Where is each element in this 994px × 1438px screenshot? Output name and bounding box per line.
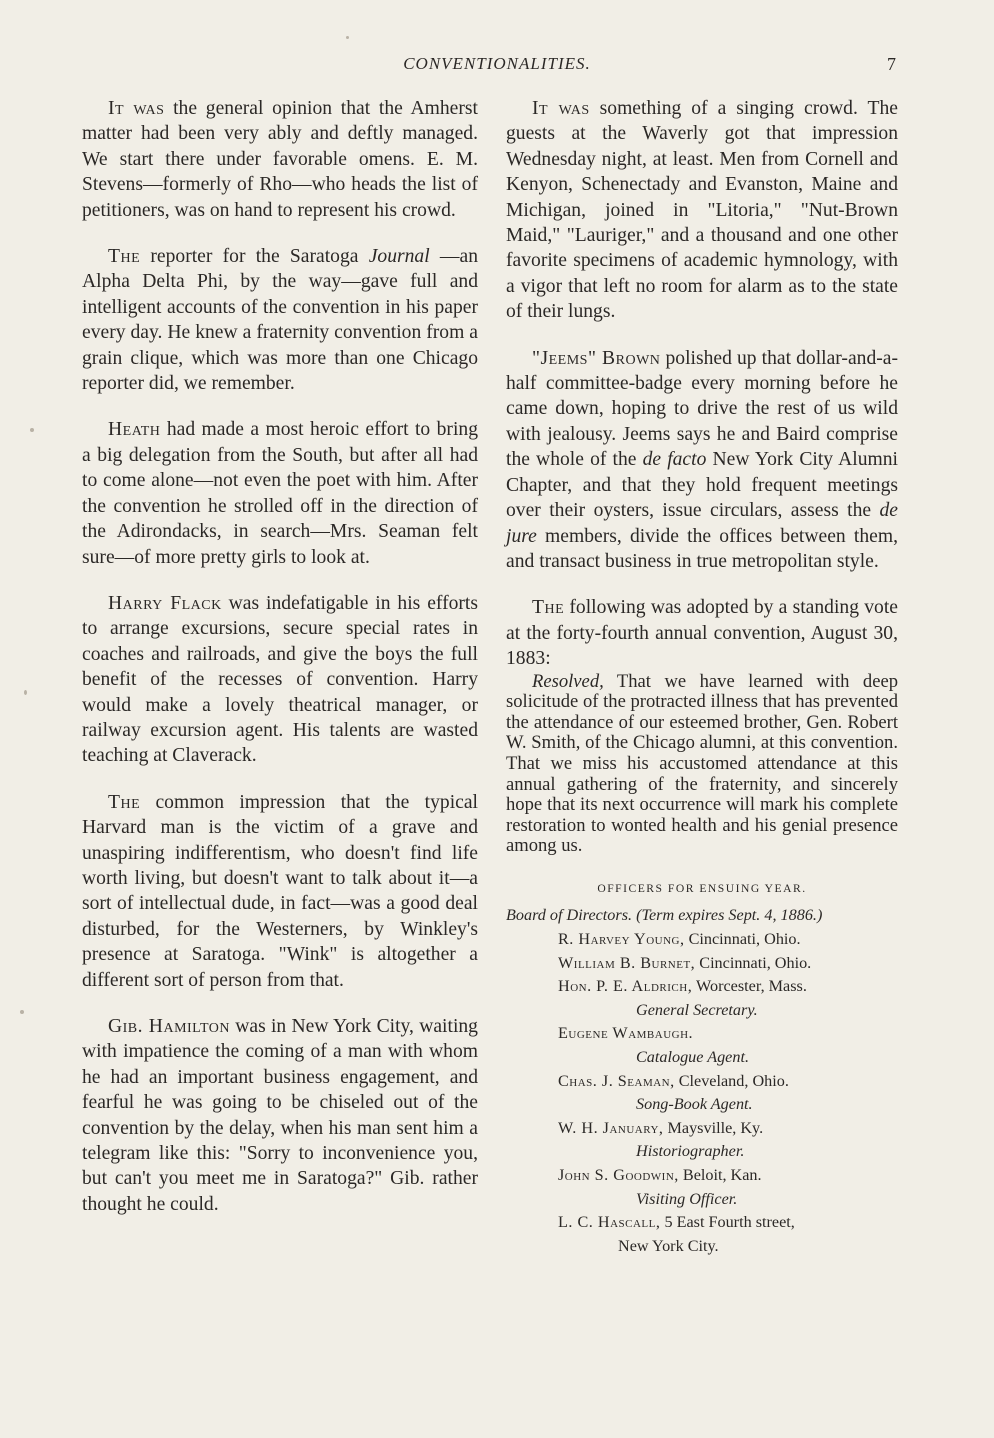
paragraph-lead: The bbox=[108, 246, 141, 268]
resolution-body: That we have learned with deep solicitude of the protracted illness that has prevented the attendance of our esteemed brother, Gen. Robert W. Smith, of the Chicago alumni, at this convention. That we miss his accustomed attendance at this annual gathering of the fraternity, and sincerely hope that its next occurrence will mark his complete restoration to wonted health and his genial presence among us. bbox=[506, 670, 898, 857]
paragraph-heath bbox=[82, 417, 478, 569]
officer-name: William B. Burnet, bbox=[558, 953, 696, 972]
officer-role: Song-Book Agent. bbox=[636, 1095, 753, 1114]
officer-place: Cincinnati, Ohio. bbox=[695, 953, 812, 972]
officer-name: Hon. P. E. Aldrich, bbox=[558, 977, 693, 996]
paragraph-body: common impression that the typical Harvard man is the victim of a grave and unaspiring indifferentism, who doesn't find life worth living, but doesn't want to talk about it—a sort of intellectual dude, in fact—was a good deal disturbed, for the Westerners, by Winkley's presence at Saratoga. "Wink" is altogether a different sort of person from that. bbox=[82, 791, 478, 991]
paragraph-jeems-brown bbox=[506, 346, 898, 575]
board-label: Board of Directors. bbox=[506, 906, 633, 925]
paragraph-body: —an Alpha Delta Phi, by the way—gave full and intelligent accounts of the convention in his paper every day. He knew a fraternity convention from a grain clique, which was more than one Chicago reporter did, we remember. bbox=[82, 246, 478, 395]
director-entry bbox=[506, 928, 898, 952]
officer-place: Maysville, Ky. bbox=[663, 1118, 764, 1137]
officer-place-continued: New York City. bbox=[618, 1236, 719, 1255]
right-column bbox=[506, 96, 898, 1258]
officer-entry bbox=[506, 1211, 898, 1235]
paragraph-lead: "Jeems" Brown bbox=[532, 347, 661, 369]
paragraph-amherst bbox=[82, 96, 478, 223]
officer-name: R. Harvey Young, bbox=[558, 930, 685, 949]
officer-role: Visiting Officer. bbox=[636, 1189, 738, 1208]
director-entry bbox=[506, 975, 898, 999]
italic-term: de jure bbox=[506, 500, 898, 547]
paragraph-body: had made a most heroic effort to bring a big delegation from the South, but after all had to come alone—not even the poet with him. After the convention he strolled off in the direction of the Adirondacks, in search—Mrs. Seaman felt sure—of more pretty girls to look at. bbox=[82, 419, 478, 568]
paragraph-adopted-vote bbox=[506, 595, 898, 671]
paper-speck bbox=[20, 1010, 24, 1014]
paragraph-lead: The bbox=[532, 597, 565, 619]
paragraph-body: was indefatigable in his efforts to arrange excursions, secure special rates in coaches and railroads, and give the boys the full benefit of the recesses of convention. Harry would make a lovely theatrical manager, or railway excursion agent. His talents are wasted teaching at Claverack. bbox=[82, 592, 478, 767]
officer-place: Cincinnati, Ohio. bbox=[684, 930, 801, 949]
officer-entry bbox=[506, 1117, 898, 1141]
paragraph-lead: Harry Flack bbox=[108, 592, 222, 614]
director-entry bbox=[506, 952, 898, 976]
italic-term: de facto bbox=[642, 449, 707, 471]
paragraph-body: members, divide the offices between them, and transact business in true metropolitan style. bbox=[506, 525, 898, 572]
paragraph-body: reporter for the Saratoga bbox=[140, 246, 369, 268]
paragraph-saratoga-reporter bbox=[82, 244, 478, 396]
paragraph-lead: It was bbox=[532, 98, 590, 119]
officer-name: Eugene Wambaugh. bbox=[558, 1024, 694, 1043]
paragraph-lead: Heath bbox=[108, 419, 161, 441]
officer-name: L. C. Hascall, bbox=[558, 1213, 661, 1232]
paper-speck bbox=[30, 428, 34, 432]
paragraph-body: New York City Alumni Chapter, and that they hold frequent meetings over their oysters, issue circulars, assess the bbox=[506, 449, 898, 522]
paragraph-harry-flack bbox=[82, 591, 478, 769]
officer-name: Chas. J. Seaman, bbox=[558, 1071, 675, 1090]
left-column bbox=[82, 96, 478, 1238]
paragraph-body: was in New York City, waiting with impatience the coming of a man with whom he had an important business engagement, and fearful he was going to be chiseled out of the convention by the delay, when his man sent him a telegram like this: "Sorry to inconvenience you, but can't you meet me in Saratoga?" Gib. rather thought he could. bbox=[82, 1016, 478, 1215]
paper-speck bbox=[346, 36, 349, 39]
resolution-text bbox=[506, 672, 898, 857]
paragraph-lead: The bbox=[108, 791, 141, 813]
officer-entry bbox=[506, 1164, 898, 1188]
paragraph-gib-hamilton bbox=[82, 1014, 478, 1217]
journal-title: Journal bbox=[368, 246, 430, 268]
officer-role: Historiographer. bbox=[636, 1142, 745, 1161]
resolved-label: Resolved, bbox=[532, 670, 604, 692]
officer-name: John S. Goodwin, bbox=[558, 1166, 679, 1184]
officer-role: Catalogue Agent. bbox=[636, 1048, 750, 1067]
paragraph-lead: It was bbox=[108, 98, 165, 119]
paragraph-body: the general opinion that the Amherst matter had been very ably and deftly managed. We start there under favorable omens. E. M. Stevens—formerly of Rho—who heads the list of petitioners, was on hand to represent his crowd. bbox=[82, 98, 478, 221]
paragraph-lead: Gib. Hamilton bbox=[108, 1016, 230, 1037]
paragraph-singing-crowd bbox=[506, 96, 898, 325]
paragraph-harvard-man bbox=[82, 790, 478, 993]
officer-entry bbox=[506, 1070, 898, 1094]
officer-entry bbox=[506, 1022, 898, 1046]
officer-place: Beloit, Kan. bbox=[678, 1166, 762, 1184]
officer-place: Cleveland, Ohio. bbox=[674, 1071, 789, 1090]
paragraph-body: polished up that dollar-and-a-half committee-badge every morning before he came down, hoping to drive the rest of us wild with jealousy. Jeems says he and Baird comprise the whole of the bbox=[506, 347, 898, 471]
officers-heading: OFFICERS FOR ENSUING YEAR. bbox=[597, 881, 807, 895]
officer-place: Worcester, Mass. bbox=[692, 977, 807, 996]
running-head bbox=[0, 50, 994, 80]
officers-list bbox=[506, 877, 898, 1259]
paper-speck bbox=[24, 690, 27, 695]
page-number: 7 bbox=[887, 54, 896, 74]
officer-place: 5 East Fourth street, bbox=[660, 1213, 795, 1232]
running-title: CONVENTIONALITIES. bbox=[403, 54, 591, 73]
paragraph-body: something of a singing crowd. The guests at the Waverly got that impression Wednesday night, at least. Men from Cornell and Kenyon, Schenectady and Evanston, Maine and Michigan, joined in "Litoria," "Nut-Brown Maid," "Lauriger," and a thousand and one other favorite specimens of academic hymnology, with a vigor that left no room for alarm as to the state of their lungs. bbox=[506, 98, 898, 323]
board-term: (Term expires Sept. 4, 1886.) bbox=[636, 906, 823, 925]
officer-role: General Secretary. bbox=[636, 1000, 758, 1019]
board-of-directors bbox=[506, 904, 898, 928]
paragraph-body: following was adopted by a standing vote at the forty-fourth annual convention, August 30, 1883: bbox=[506, 597, 898, 670]
officer-name: W. H. January, bbox=[558, 1118, 664, 1137]
